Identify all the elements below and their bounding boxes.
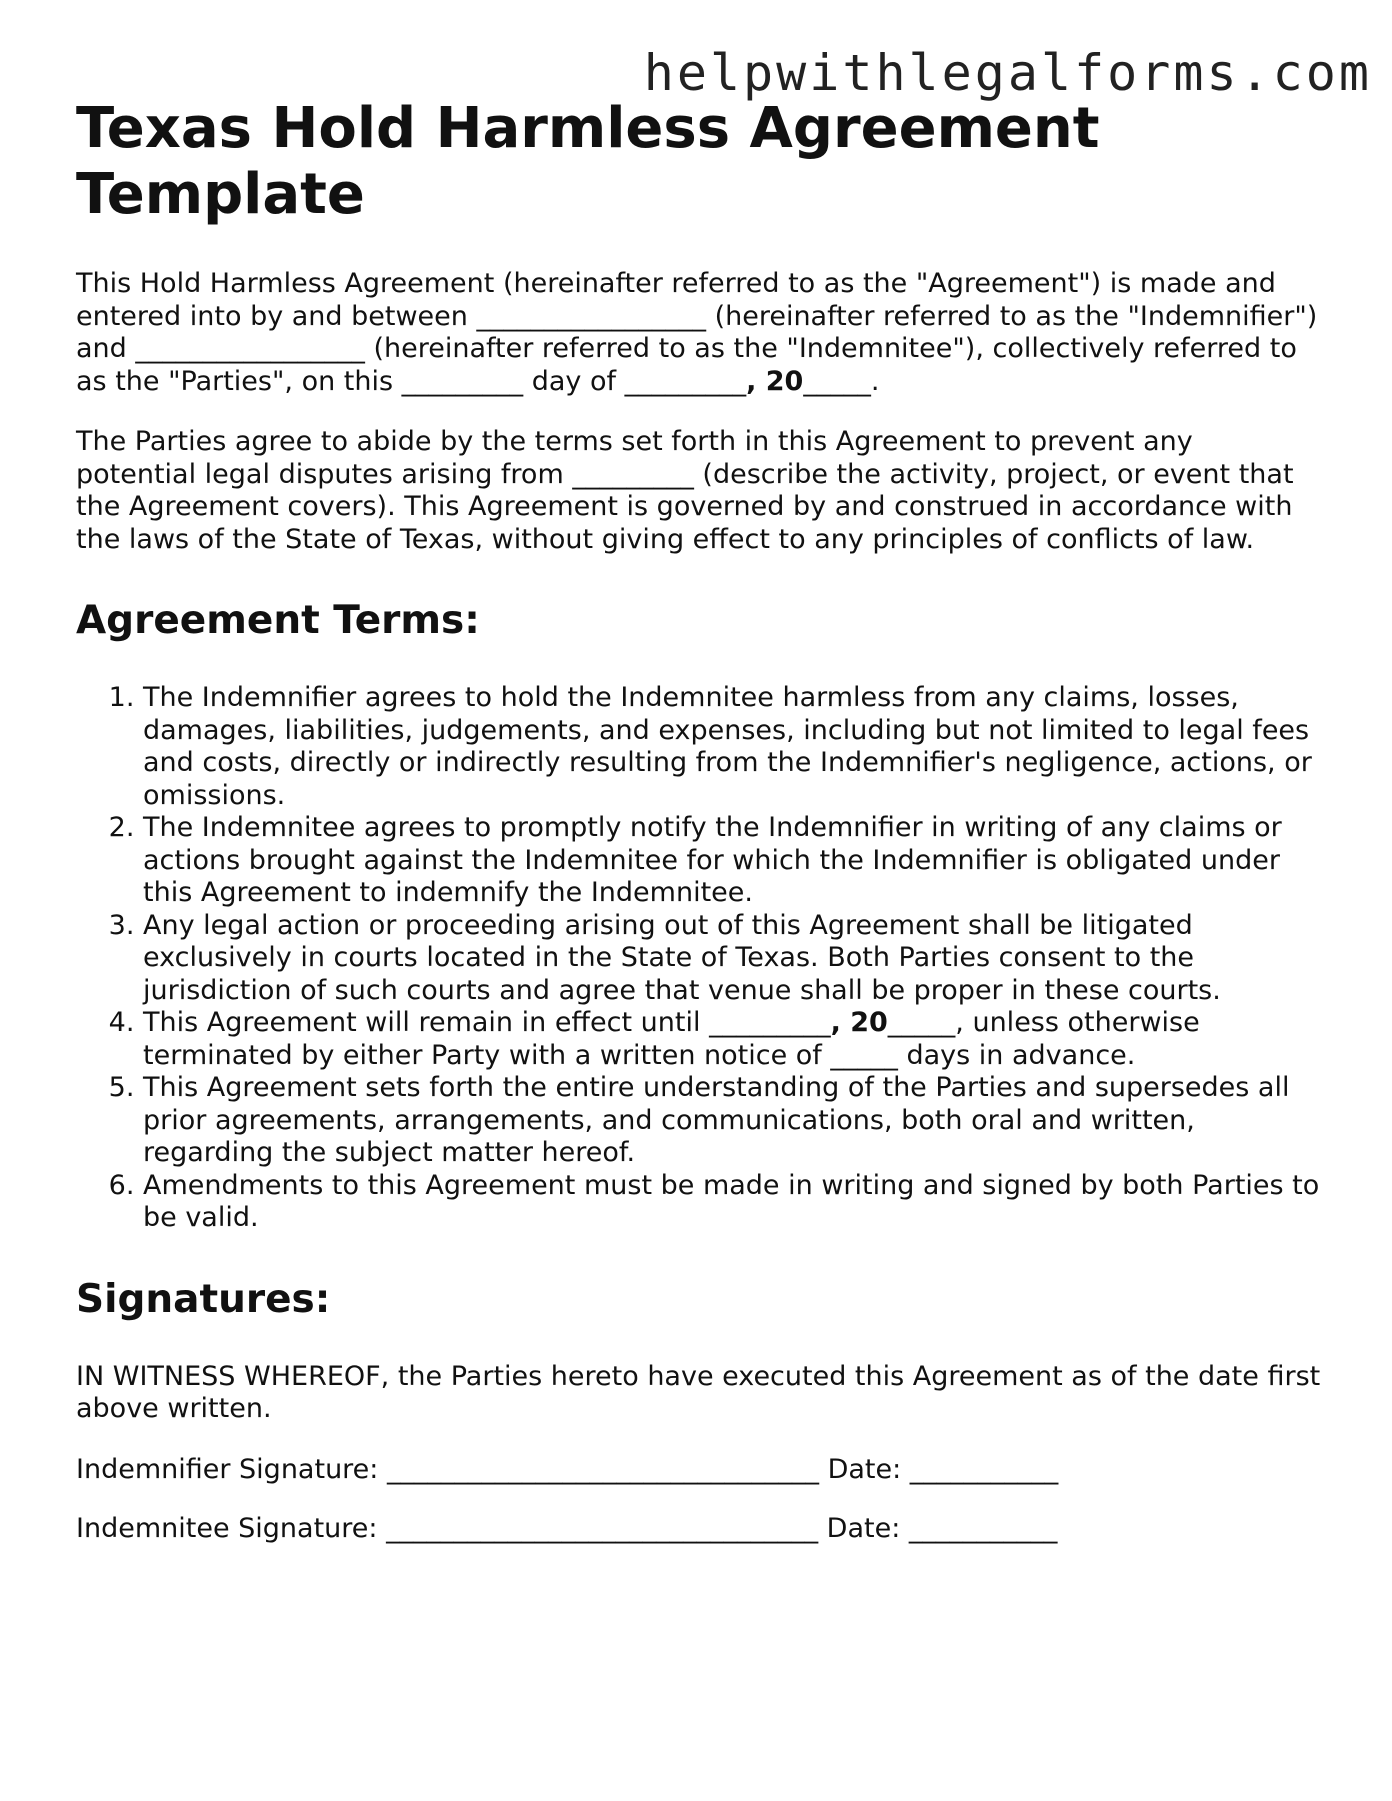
- signatures-heading: Signatures:: [76, 1276, 331, 1322]
- term-item-5: 5. This Agreement sets forth the entire understanding of the Parties and supersedes all prior agreements, arrangements, and communications, both oral and written, regarding the subject matter hereof.: [143, 1072, 1321, 1170]
- term-item-3: 3. Any legal action or proceeding arising out of this Agreement shall be litigated exclusively in courts located in the State of Texas. Both Parties consent to the jurisdiction of such courts and agree that venue shall be proper in these courts.: [143, 910, 1321, 1008]
- intro-text-e: .: [870, 365, 880, 397]
- document-title: Texas Hold Harmless Agreement Template: [76, 96, 1100, 227]
- intro-text-c: (hereinafter referred to as the "Indemnitee"), collectively referred to as the "Parties", on this: [76, 333, 1297, 397]
- intro-text-d: day of: [523, 365, 625, 397]
- indemnitee-signature-field[interactable]: ________________________________: [386, 1513, 819, 1544]
- intro-paragraph: [76, 268, 1321, 398]
- end-date-blank[interactable]: _________: [709, 1007, 831, 1038]
- indemnitee-name-blank[interactable]: _________________: [135, 333, 365, 364]
- terms-list: [76, 682, 1321, 1235]
- end-year-prefix: , 20: [830, 1007, 888, 1038]
- document-page: [76, 96, 1321, 1573]
- end-year-blank[interactable]: _____: [887, 1007, 956, 1038]
- term-item-2: 2. The Indemnitee agrees to promptly notify the Indemnifier in writing of any claims or actions brought against the Indemnitee for which the Indemnifier is obligated under this Agreement to indemnify the Indemnitee.: [143, 812, 1321, 910]
- term-item-6: 6. Amendments to this Agreement must be made in writing and signed by both Parties to be valid.: [143, 1170, 1321, 1235]
- indemnifier-name-blank[interactable]: _________________: [476, 300, 706, 332]
- agreement-month-blank[interactable]: _________: [624, 365, 747, 397]
- term-4-text-a: This Agreement will remain in effect until: [143, 1007, 710, 1038]
- intro-text-a: This Hold Harmless Agreement (hereinafter referred to as the "Agreement") is made and entered into by and between: [76, 268, 1276, 332]
- agreement-day-blank[interactable]: _________: [401, 365, 524, 397]
- witness-paragraph: IN WITNESS WHEREOF, the Parties hereto have executed this Agreement as of the date first above written.: [76, 1360, 1321, 1424]
- term-item-4: [143, 1007, 1321, 1072]
- agreement-year-prefix: , 20: [746, 365, 804, 397]
- term-4-text-c: days in advance.: [897, 1039, 1136, 1071]
- terms-heading: Agreement Terms:: [76, 598, 480, 643]
- indemnifier-signature-field[interactable]: ________________________________: [386, 1453, 819, 1485]
- term-item-1: 1. The Indemnifier agrees to hold the Indemnitee harmless from any claims, losses, damages, liabilities, judgements, and expenses, including but not limited to legal fees and costs, directly or indirectly resulting from the Indemnifier's negligence, actions, or omissions.: [143, 682, 1321, 812]
- purpose-paragraph: [76, 426, 1321, 556]
- indemnitee-date-field[interactable]: ___________: [908, 1513, 1058, 1544]
- indemnifier-date-field[interactable]: ___________: [909, 1453, 1059, 1485]
- activity-blank[interactable]: _________: [572, 458, 694, 490]
- agreement-year-blank[interactable]: _____: [803, 365, 871, 397]
- indemnitee-signature-label: Indemnitee Signature:: [76, 1513, 387, 1544]
- indemnifier-signature-line: [76, 1454, 1321, 1487]
- indemnifier-date-label: Date:: [818, 1453, 910, 1485]
- intro-text-b: (hereinafter referred to as the "Indemnifier") and: [76, 300, 1318, 364]
- purpose-text-a: The Parties agree to abide by the terms set forth in this Agreement to prevent any potential legal disputes arising from: [76, 426, 1193, 490]
- indemnifier-signature-label: Indemnifier Signature:: [76, 1453, 387, 1485]
- indemnitee-signature-line: [76, 1513, 1321, 1546]
- term-4-text-b: , unless otherwise terminated by either Party with a written notice of: [143, 1007, 1200, 1071]
- indemnitee-date-label: Date:: [818, 1513, 909, 1544]
- site-watermark: helpwithlegalforms.com: [643, 44, 1372, 102]
- purpose-text-b: (describe the activity, project, or event that the Agreement covers). This Agreement is governed by and construed in accordance with the laws of the State of Texas, without giving effect to any principles of conflicts of law.: [76, 458, 1294, 555]
- notice-days-blank[interactable]: _____: [830, 1039, 898, 1071]
